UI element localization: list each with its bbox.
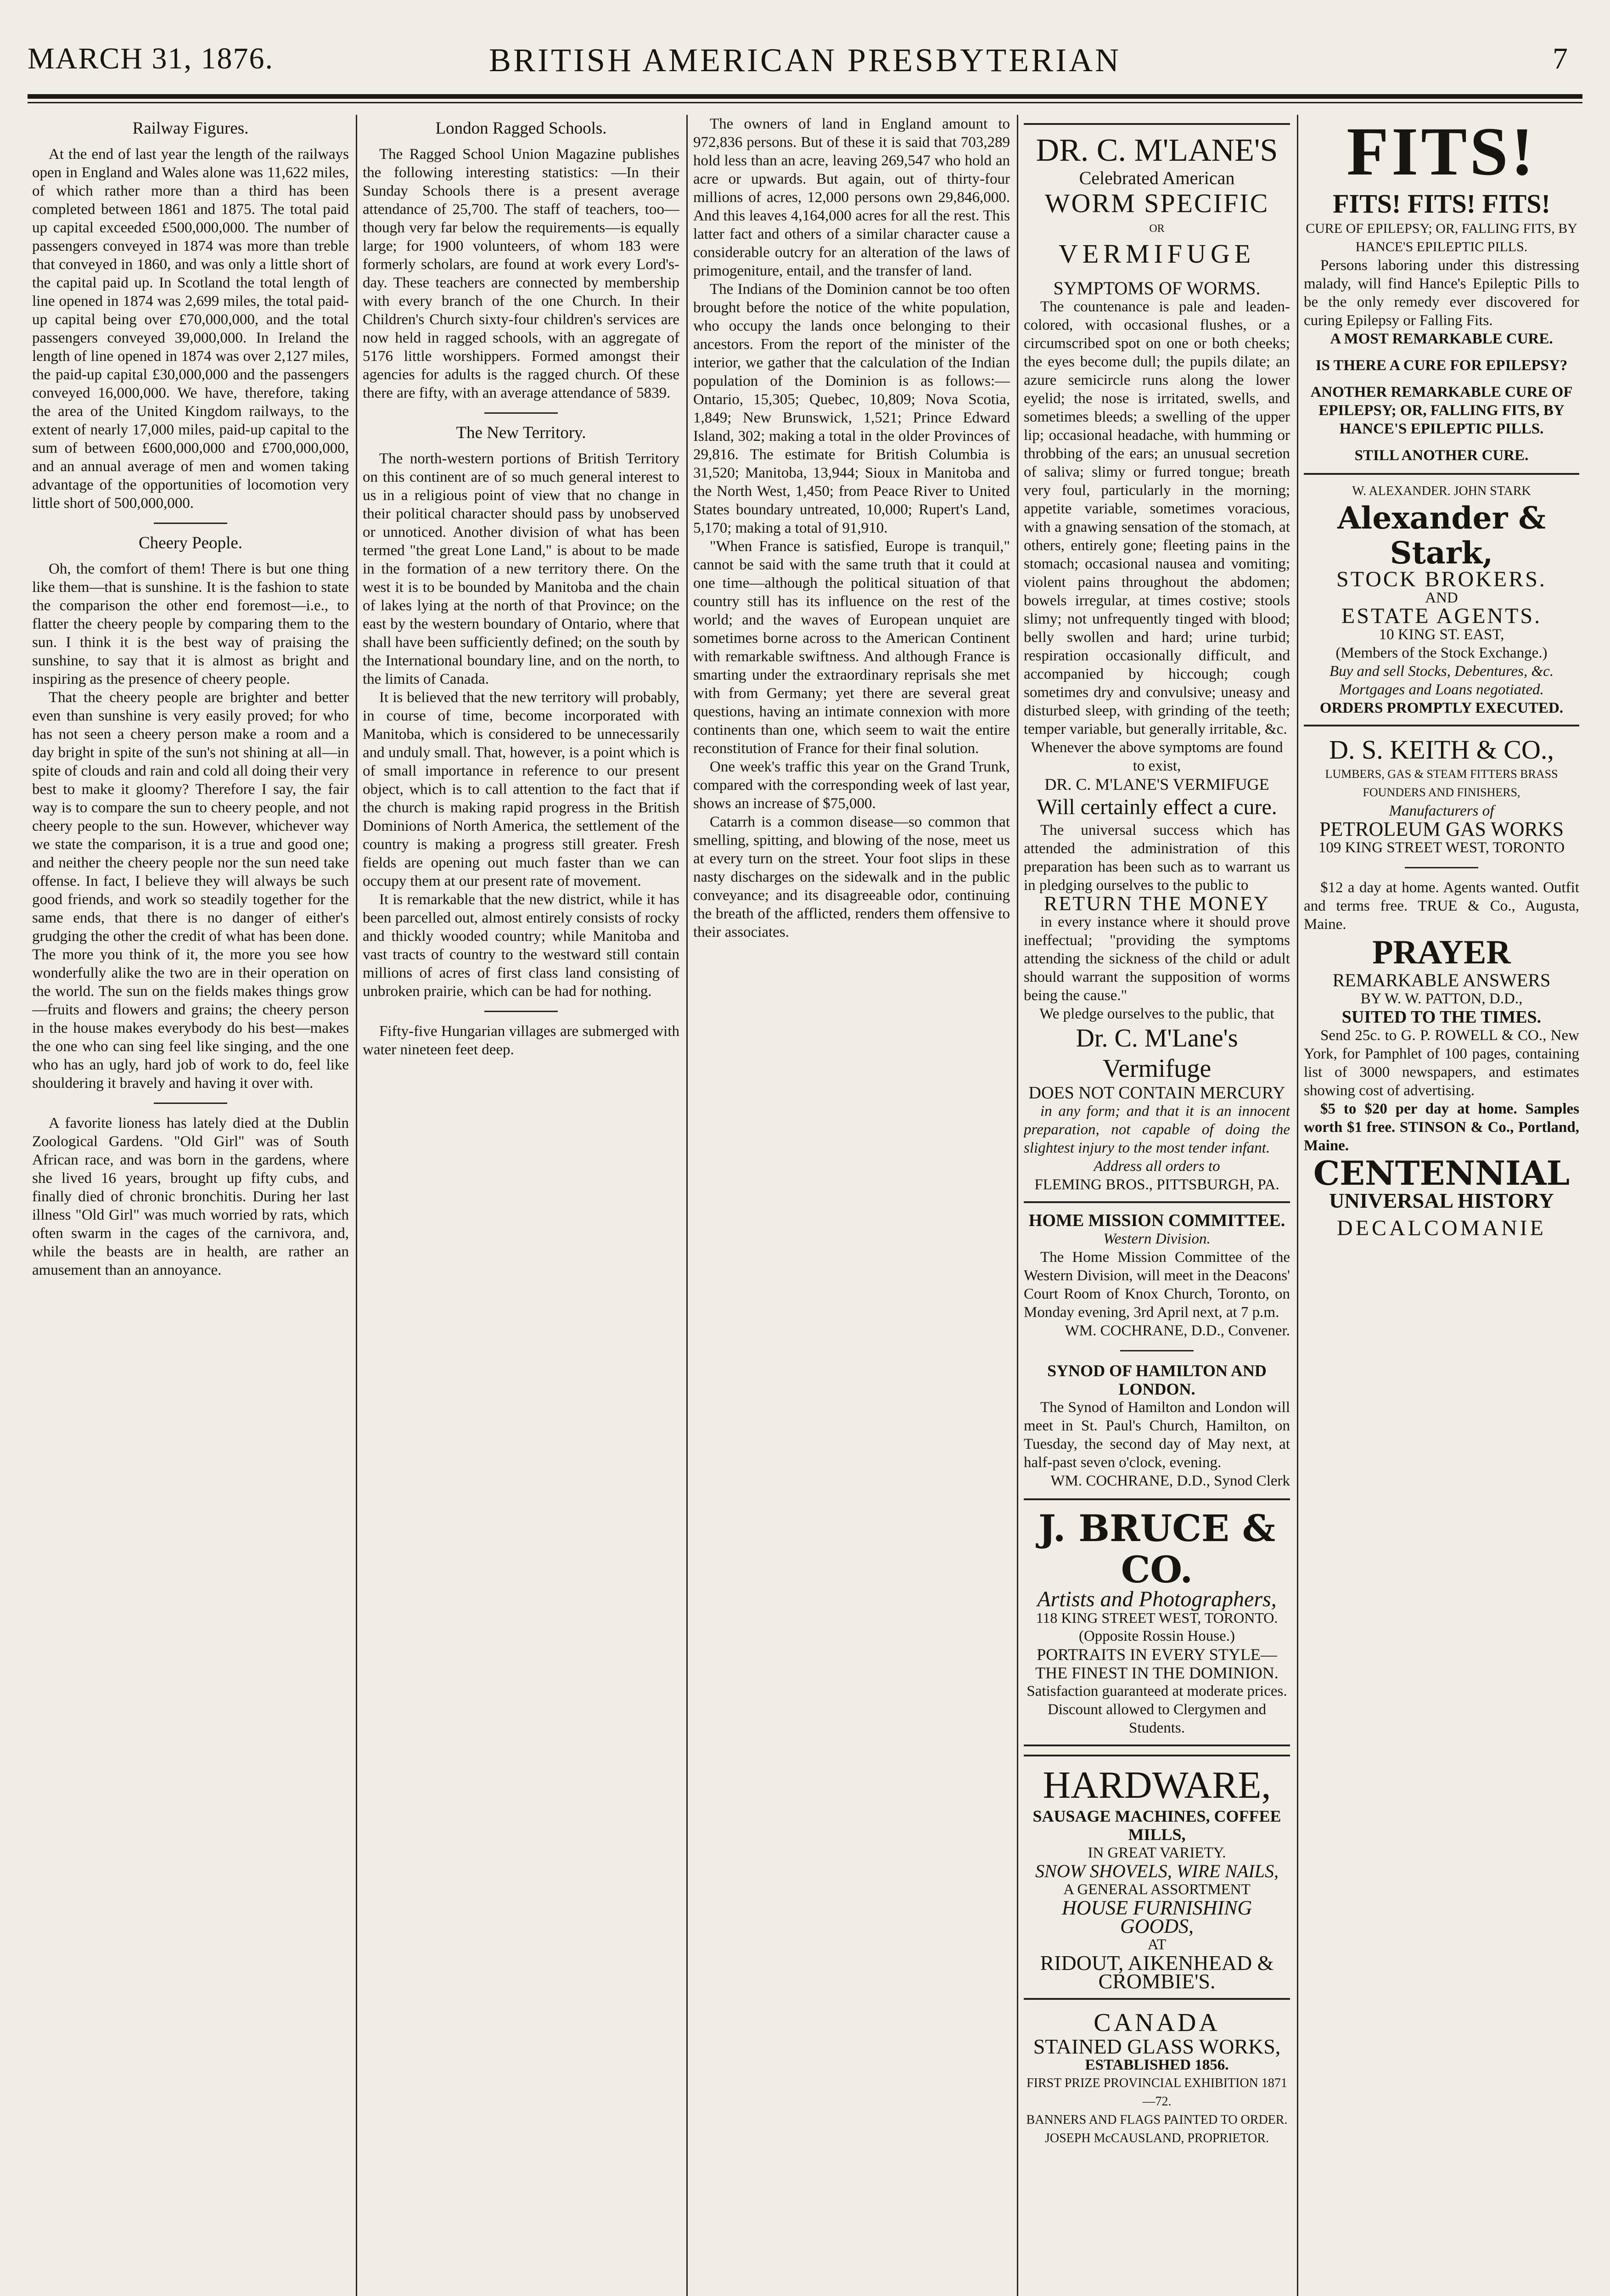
vermifuge-ad-title: DR. C. M'LANE'S xyxy=(1036,133,1278,168)
france-paragraph: "When France is satisfied, Europe is tranquil," cannot be said with the same truth that it could at one time—although the political situation of that country still has its influence on the rest of the world; and the waves of European unquiet are sometimes borne across to the American Continent with remarkable swiftness. And although France is smarting under the extraordinary reprisals she met with from Germany; yet there are several great questions, having an intimate connexion with more continents than one, which seem to wait the entire reconstitution of France for their final solution. xyxy=(693,538,1010,757)
column-4 xyxy=(1024,115,1290,2296)
bruce-ad-subtitle: Artists and Photographers, xyxy=(1037,1587,1277,1611)
fits-still: STILL ANOTHER CURE. xyxy=(1354,447,1529,464)
column-3 xyxy=(693,115,1010,2296)
column-separator xyxy=(1297,115,1298,2296)
vermifuge-symptoms-text: The countenance is pale and leaden-colored, with occasional flushes, or a circumscribed spot on one or both cheeks; the eyes become dull; the pupils dilate; an azure semicircle runs along the lower eyelid; the nose is irritated, swells, and sometimes bleeds; a swelling of the upper lip; occasional headache, with humming or throbbing of the ears; an unusual secretion of saliva; slimy or furred tongue; breath very foul, particularly in the morning; appetite variable, sometimes voracious, with a gnawing sensation of the stomach, at others, entirely gone; fleeting pains in the stomach; occasional nausea and vomiting; violent pains throughout the abdomen; bowels irregular, at times costive; stools slimy; not unfrequently tinged with blood; belly swollen and hard; urine turbid; respiration occasionally difficult, and accompanied by hiccough; cough sometimes dry and convulsive; uneasy and disturbed sleep, with grinding of the teeth; temper variable, but generally irritable, &c. xyxy=(1024,298,1290,737)
keith-title: D. S. KEITH & CO., xyxy=(1329,735,1554,765)
canada-ad-proprietor: JOSEPH McCAUSLAND, PROPRIETOR. xyxy=(1044,2131,1269,2145)
hardware-ad-at: AT xyxy=(1147,1936,1167,1953)
vermifuge-universal: The universal success which has attended the administration of this preparation has been such as to warrant us in pledging ourselves to the public to xyxy=(1024,822,1290,894)
decalcomania-title: DECALCOMANIE xyxy=(1337,1216,1546,1240)
home-mission-heading: HOME MISSION COMMITTEE. xyxy=(1028,1211,1285,1230)
canada-ad-banners: BANNERS AND FLAGS PAINTED TO ORDER. xyxy=(1026,2113,1288,2127)
stark-and: AND xyxy=(1425,590,1458,606)
vermifuge-brand-line: DR. C. M'LANE'S VERMIFUGE xyxy=(1044,775,1269,793)
vermifuge-symptoms-heading: SYMPTOMS OF WORMS. xyxy=(1053,278,1261,298)
vermifuge-return-money: RETURN THE MONEY xyxy=(1043,892,1270,915)
hardware-ad-assortment: A GENERAL ASSORTMENT xyxy=(1063,1881,1251,1898)
centennial-subtitle: UNIVERSAL HISTORY xyxy=(1329,1189,1554,1212)
catarrh-paragraph: Catarrh is a common disease—so common that smelling, spitting, and blowing of the nose, meet us at every turn on the street. Your foot slips in these nasty discharges on the sidewalk and in the public conveyance; and its disagreeable odor, continuing the breath of the afflicted, renders them offensive to their associates. xyxy=(693,814,1010,940)
home-mission-subheading: Western Division. xyxy=(1103,1231,1211,1247)
hardware-ad-title: HARDWARE, xyxy=(1043,1764,1271,1806)
keith-subtitle: LUMBERS, GAS & STEAM FITTERS BRASS FOUNDERS AND FINISHERS, xyxy=(1325,767,1558,799)
vermifuge-mercury: DOES NOT CONTAIN MERCURY xyxy=(1028,1083,1285,1103)
synod-heading: SYNOD OF HAMILTON AND LONDON. xyxy=(1047,1362,1267,1398)
grand-trunk-paragraph: One week's traffic this year on the Grand Trunk, compared with the corresponding week of last year, shows an increase of $75,000. xyxy=(693,759,1010,812)
stark-estate: ESTATE AGENTS. xyxy=(1341,604,1542,628)
column-separator xyxy=(356,115,357,2296)
article-divider xyxy=(484,412,558,414)
vermifuge-mercury-text: in any form; and that it is an innocent preparation, not capable of doing the slightest injury to the most tender infant. xyxy=(1024,1103,1290,1156)
stark-buy: Buy and sell Stocks, Debentures, &c. Mortgages and Loans negotiated. xyxy=(1329,663,1554,698)
fits-another: ANOTHER REMARKABLE CURE OF EPILEPSY; OR, FALLING FITS, BY HANCE'S EPILEPTIC PILLS. xyxy=(1310,384,1573,437)
canada-ad-subtitle: STAINED GLASS WORKS, xyxy=(1033,2035,1281,2058)
vermifuge-ad-subtitle: Celebrated American xyxy=(1079,168,1235,188)
vermifuge-ad-name-2: VERMIFUGE xyxy=(1058,239,1256,269)
synod-signature: WM. COCHRANE, D.D., Synod Clerk xyxy=(1050,1473,1290,1489)
hardware-ad xyxy=(1024,1755,1290,2000)
column-separator xyxy=(686,115,688,2296)
vermifuge-ad xyxy=(1024,123,1290,1203)
column-separator xyxy=(1017,115,1018,2296)
vermifuge-address-label: Address all orders to xyxy=(1094,1158,1220,1175)
masthead-rule-thick xyxy=(28,94,1582,99)
cheery-paragraph-1: Oh, the comfort of them! There is but one thing like them—that is sunshine. It is the fashion to state the comparison the other end foremost—i.e., to flatter the cheery people by comparing them to the sun. I think it is the best way of praising the sunshine, to say that it is almost as bright and inspiring as the presence of cheery people. xyxy=(32,561,349,687)
railway-heading: Railway Figures. xyxy=(132,119,249,138)
hardware-ad-snow: SNOW SHOVELS, WIRE NAILS, xyxy=(1035,1861,1279,1881)
newspaper-title: BRITISH AMERICAN PRESBYTERIAN xyxy=(488,42,1122,79)
stark-orders: ORDERS PROMPTLY EXECUTED. xyxy=(1319,700,1564,716)
stark-names: W. ALEXANDER. JOHN STARK xyxy=(1352,484,1531,498)
fits-remarkable: A MOST REMARKABLE CURE. xyxy=(1330,331,1553,347)
article-divider xyxy=(154,523,227,524)
lioness-paragraph: A favorite lioness has lately died at the Dublin Zoological Gardens. "Old Girl" was of South African race, and was born in the gardens, where she lived 16 years, brought up fifty cubs, and finally died of chronic bronchitis. During her last illness "Old Girl" was much worried by rats, which often swarm in the cages of the carnivora, and, while the beasts are in health, are rather an amusement than an annoyance. xyxy=(32,1115,349,1278)
stark-title: Alexander & Stark, xyxy=(1337,500,1546,571)
bruce-ad-opposite: (Opposite Rossin House.) xyxy=(1078,1628,1235,1644)
keith-address: 109 KING STREET WEST, TORONTO xyxy=(1318,839,1565,856)
twelve-dollar-ad: $12 a day at home. Agents wanted. Outfit and terms free. TRUE & Co., Augusta, Maine. xyxy=(1304,879,1579,933)
new-territory-heading: The New Territory. xyxy=(456,423,586,442)
ragged-schools-paragraph: The Ragged School Union Magazine publishes the following interesting statistics: —In their Sunday Schools there is a present average attendance of 25,700. The staff of teachers, too—though very far below the requirements—is equally large; for 1900 volunteers, of whom 183 were formerly scholars, are found at work every Lord's-day. These teachers are connected by membership with every branch of the one Church. In their Children's Church sixty-four children's services are now held in ragged schools, with an aggregate of 5176 little worshippers. Formed amongst their agencies for adults is the ragged church. Of these there are fifty, with an average attendance of 5839. xyxy=(363,146,679,401)
column-1 xyxy=(32,115,349,2296)
hungarian-villages-paragraph: Fifty-five Hungarian villages are submerged with water nineteen feet deep. xyxy=(363,1023,679,1058)
prayer-author: BY W. W. PATTON, D.D., xyxy=(1360,990,1523,1007)
hardware-ad-ridout: RIDOUT, AIKENHEAD & CROMBIE'S. xyxy=(1040,1951,1274,1993)
new-territory-paragraph-1: The north-western portions of British Territory on this continent are of so much general interest to us in a religious point of view that no change in their political character should pass by unobserved or unnoticed. Another division of what has been termed "the great Lone Land," is about to be made in the formation of a new territory there. On the west it is to be bounded by Manitoba and the chain of lakes lying at the north of that Province; on the east by the western boundary of Ontario, where that shall have been sufficiently defined; on the south by the International boundary line, and on the north, to the limits of Canada. xyxy=(363,450,679,687)
fits-ad-title: FITS! xyxy=(1346,115,1537,190)
masthead-rule-thin xyxy=(28,102,1582,103)
canada-ad-established: ESTABLISHED 1856. xyxy=(1085,2057,1229,2073)
home-mission-signature: WM. COCHRANE, D.D., Convener. xyxy=(1065,1322,1290,1339)
column-5 xyxy=(1304,115,1579,2296)
vermifuge-pledge: We pledge ourselves to the public, that xyxy=(1039,1006,1274,1022)
vermifuge-cure: Will certainly effect a cure. xyxy=(1037,795,1277,819)
canada-ad-prize: FIRST PRIZE PROVINCIAL EXHIBITION 1871—72. xyxy=(1027,2076,1287,2109)
vermifuge-fleming: FLEMING BROS., PITTSBURGH, PA. xyxy=(1034,1176,1279,1193)
bruce-ad-satisfaction: Satisfaction guaranteed at moderate prices. xyxy=(1027,1683,1287,1699)
rowell-ad: Send 25c. to G. P. ROWELL & CO., New York, for Pamphlet of 100 pages, containing list of 3000 newspapers, and estimates showing cost of advertising. xyxy=(1304,1027,1579,1099)
alexander-stark-ad xyxy=(1304,473,1579,726)
new-territory-paragraph-3: It is remarkable that the new district, while it has been parcelled out, almost entirely consists of rocky and thickly wooded country; while Manitoba and vast tracts of country to the westward still contain millions of acres of first class land consisting of unbroken prairie, which can be had for nothing. xyxy=(363,891,679,1000)
prayer-title: PRAYER xyxy=(1372,934,1511,971)
hardware-ad-subtitle: SAUSAGE MACHINES, COFFEE MILLS, xyxy=(1032,1807,1281,1844)
railway-paragraph: At the end of last year the length of the railways open in England and Wales alone was 11,622 miles, of which rather more than a third has been completed between 1861 and 1875. The total paid up capital exceeded £500,000,000. The number of passengers conveyed in 1874 was more than treble that conveyed in 1860, and was only a little short of the capital paid up. In Scotland the total length of line opened in 1874 was 2,699 miles, the total paid-up capital being over £70,000,000, and the total passengers conveyed 39,000,000. In Ireland the length of line opened in 1874 was over 2,127 miles, the paid-up capital £30,000,000 and the passengers conveyed 16,000,000. We have, therefore, taking the area of the United Kingdom railways, to the extent of nearly 17,000 miles, paid-up capital to the sum of between £600,000,000 and £700,000,000, and an annual average of men and women taking advantage of the opportunities of locomotion very little short of 500,000,000. xyxy=(32,146,349,512)
keith-manufacturers: Manufacturers of xyxy=(1389,803,1494,819)
article-divider xyxy=(484,1011,558,1012)
page-number: 7 xyxy=(1553,42,1569,75)
five-dollar-ad: $5 to $20 per day at home. Samples worth $1 free. STINSON & Co., Portland, Maine. xyxy=(1304,1101,1579,1154)
vermifuge-brand: Dr. C. M'Lane's Vermifuge xyxy=(1076,1024,1238,1083)
ad-divider xyxy=(1405,867,1478,868)
fits-ad-text: Persons laboring under this distressing malady, will find Hance's Epileptic Pills to be the only remedy ever discovered for curing Epilepsy or Falling Fits. xyxy=(1304,257,1579,329)
keith-petroleum: PETROLEUM GAS WORKS xyxy=(1319,818,1564,840)
fits-ad-subtitle: FITS! FITS! FITS! xyxy=(1333,189,1550,219)
column-2 xyxy=(363,115,679,2296)
masthead xyxy=(28,32,1582,92)
ragged-schools-heading: London Ragged Schools. xyxy=(435,119,607,138)
cheery-heading: Cheery People. xyxy=(138,534,243,552)
vermifuge-ad-or: OR xyxy=(1149,223,1165,235)
vermifuge-ad-name: WORM SPECIFIC xyxy=(1044,188,1269,218)
vermifuge-return-text: in every instance where it should prove ineffectual; "providing the symptoms attending the sickness of the child or adult should warrant the supposition of worms being the cause." xyxy=(1024,914,1290,1004)
issue-date: MARCH 31, 1876. xyxy=(28,42,274,75)
stark-address: 10 KING ST. EAST, xyxy=(1379,626,1504,643)
centennial-title: CENTENNIAL xyxy=(1313,1154,1570,1193)
home-mission-text: The Home Mission Committee of the Western Division, will meet in the Deacons' Court Room of Knox Church, Toronto, on Monday evening, 3rd April next, at 7 p.m. xyxy=(1024,1249,1290,1321)
article-divider xyxy=(154,1103,227,1104)
land-owners-paragraph: The owners of land in England amount to 972,836 persons. But of these it is said that 703,289 hold less than an acre, leaving 269,547 who hold an acre or upwards. But again, out of thirty-four millions of acres, 12,000 persons own 29,846,000. And this leaves 4,164,000 acres for all the rest. This latter fact and others of a similar character cause a considerable outcry for an alteration of the laws of primogeniture, entail, and the transfer of land. xyxy=(693,116,1010,279)
bruce-ad xyxy=(1024,1498,1290,1746)
stark-brokers: STOCK BROKERS. xyxy=(1336,567,1547,591)
synod-text: The Synod of Hamilton and London will meet in St. Paul's Church, Hamilton, on Tuesday, the second day of May next, at half-past seven o'clock, evening. xyxy=(1024,1399,1290,1471)
bruce-ad-discount: Discount allowed to Clergymen and Students. xyxy=(1048,1701,1266,1736)
canada-ad-title: CANADA xyxy=(1094,2009,1220,2037)
stark-members: (Members of the Stock Exchange.) xyxy=(1335,645,1548,661)
vermifuge-whenever: Whenever the above symptoms are found to exist, xyxy=(1031,739,1283,774)
hardware-ad-variety: IN GREAT VARIETY. xyxy=(1088,1845,1226,1861)
bruce-ad-address: 118 KING STREET WEST, TORONTO. xyxy=(1036,1609,1278,1626)
cheery-paragraph-2: That the cheery people are brighter and better even than sunshine is very easily proved; for who has not seen a cheery person make a room and a day bright in spite of the sun's not shining at all—in spite of clouds and rain and cold all doing their very best to make it gloomy? Therefore I say, the fair way is to compare the sun to cheery people, and not cheery people to the sun. However, whichever way we state the comparison, it is a true and good one; and neither the cheery people nor the sun need take offense. In fact, I believe they will always be such good friends, and work so steadily together for the same ends, that there is no danger of either's grudging the other the credit of what has been done. The more you think of it, the more you see how wonderfully alike the two are in their operation on the world. The sun on the fields makes things grow—fruits and flowers and grains; the cheery person in the house makes everybody do his best—makes the one who can sing feel like singing, and the one who has an ugly, hard job of work to do, feel like shouldering it bravely and having it over with. xyxy=(32,689,349,1092)
indians-paragraph: The Indians of the Dominion cannot be too often brought before the notice of the white population, who occupy the lands once belonging to their ancestors. From the report of the minister of the interior, we gather that the calculation of the Indian population of the Dominion is as follows:—Ontario, 15,305; Quebec, 10,809; Nova Scotia, 1,849; New Brunswick, 1,521; Prince Edward Island, 302; making a total in the older Provinces of 29,816. The estimate for British Columbia is 31,520; Manitoba, 13,944; Sioux in Manitoba and the North West, 1,450; from Peace River to United States boundary untreated, 10,000; Rupert's Land, 5,170; making a total of 91,910. xyxy=(693,281,1010,536)
fits-ad-cure: CURE OF EPILEPSY; OR, FALLING FITS, BY HANCE'S EPILEPTIC PILLS. xyxy=(1306,221,1577,254)
fits-there: IS THERE A CURE FOR EPILEPSY? xyxy=(1315,357,1568,374)
prayer-suited: SUITED TO THE TIMES. xyxy=(1341,1007,1542,1027)
bruce-ad-title: J. BRUCE & CO. xyxy=(1038,1507,1275,1591)
new-territory-paragraph-2: It is believed that the new territory will probably, in course of time, become incorporated with Manitoba, which is considered to be unnecessarily and unduly small. That, however, is a point which is of small importance in reference to our present object, which is to call attention to the fact that if the church is making rapid progress in the British Dominions of North America, the settlement of the country is making a progress still greater. Fresh fields are opening out much faster than we can occupy them at our present rate of movement. xyxy=(363,689,679,889)
notice-divider xyxy=(1120,1350,1194,1351)
prayer-subtitle: REMARKABLE ANSWERS xyxy=(1332,970,1551,990)
bruce-ad-portraits: PORTRAITS IN EVERY STYLE—THE FINEST IN THE DOMINION. xyxy=(1035,1645,1279,1682)
hardware-ad-house: HOUSE FURNISHING GOODS, xyxy=(1061,1896,1252,1937)
